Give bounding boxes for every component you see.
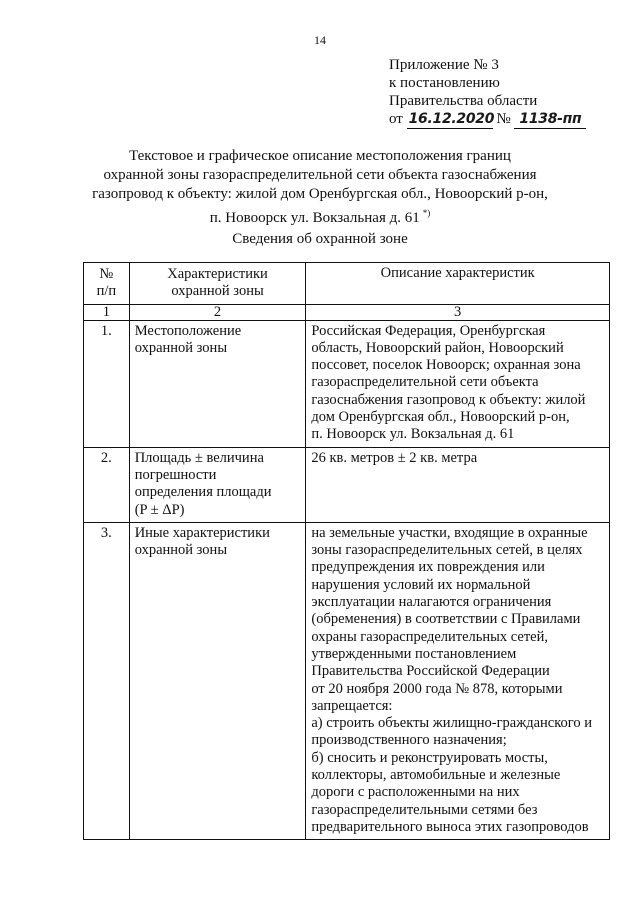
title-line-3: газопровод к объекту: жилой дом Оренбургская обл., Новоорский р-он, <box>92 186 548 202</box>
row-number-cell: 3. <box>84 522 130 839</box>
annex-number-label: № <box>496 111 511 127</box>
title-line-4: п. Новоорск ул. Вокзальная д. 61 *) <box>209 208 431 226</box>
cell-text-line: дороги с расположенными на них <box>311 784 520 801</box>
characteristic-name-cell <box>129 447 306 522</box>
cell-text-line: Описание характеристик <box>380 265 535 281</box>
annex-title: Приложение № 3 <box>389 57 499 73</box>
cell-text-line: область, Новоорский район, Новоорский <box>311 339 564 356</box>
cell-text-line: газораспределительной сети объекта <box>311 374 539 391</box>
cell-text-line: (P ± ΔP) <box>134 501 185 518</box>
cell-text-line: утвержденными постановлением <box>311 645 517 662</box>
title-line-2: охранной зоны газораспределительной сети объекта газоснабжения <box>103 167 537 183</box>
cell-text-line: от 20 ноября 2000 года № 878, которыми <box>311 680 563 697</box>
cell-text-line: охраны газораспределительных сетей, <box>311 628 548 645</box>
cell-text-line: нарушения условий их нормальной <box>311 576 531 593</box>
section-subtitle: Сведения об охранной зоне <box>232 231 408 247</box>
table-header-cell <box>129 263 306 305</box>
cell-text-line: предварительного выноса этих газопроводов <box>311 818 589 835</box>
cell-text-line: а) строить объекты жилищно-гражданского и <box>311 715 593 732</box>
cell-text-line: охранной зоны <box>171 283 264 300</box>
cell-text-line: (обременения) в соответствии с Правилами <box>311 611 581 628</box>
handwritten-number: 1138-пп <box>514 110 586 129</box>
protection-zone-table <box>83 262 610 840</box>
table-row <box>84 522 610 839</box>
characteristic-description-cell <box>306 447 610 522</box>
cell-text-line: № <box>99 266 114 282</box>
cell-text-line: дом Оренбургская обл., Новоорский р-он, <box>311 409 570 426</box>
column-number-cell: 1 <box>84 304 130 320</box>
cell-text-line: зоны газораспределительных сетей, в целях <box>311 542 583 559</box>
cell-text-line: газоснабжения газопровод к объекту: жилой <box>311 391 586 408</box>
cell-text-line: коллекторы, автомобильные и железные <box>311 767 561 784</box>
table-header-cell <box>84 263 130 305</box>
table-row <box>84 320 610 447</box>
cell-text-line: б) сносить и реконструировать мосты, <box>311 749 548 766</box>
footnote-mark: *) <box>422 208 431 218</box>
cell-text-line: Иные характеристики <box>134 524 270 541</box>
column-number-cell: 3 <box>306 304 610 320</box>
column-number-row <box>84 304 610 320</box>
characteristic-description-cell <box>306 320 610 447</box>
characteristic-name-cell <box>129 522 306 839</box>
cell-text-line: п/п <box>96 283 117 300</box>
table-header-row <box>84 263 610 305</box>
cell-text-line: 26 кв. метров ± 2 кв. метра <box>311 449 478 466</box>
document-title <box>0 147 640 228</box>
annex-block <box>389 56 586 129</box>
cell-text-line: на земельные участки, входящие в охранные <box>311 524 588 541</box>
cell-text-line: определения площади <box>134 484 272 501</box>
annex-from-label: от <box>389 111 403 127</box>
characteristic-description-cell <box>306 522 610 839</box>
cell-text-line: Площадь ± величина <box>134 449 264 466</box>
annex-date-number-row <box>389 110 586 129</box>
cell-text-line: запрещается: <box>311 697 393 714</box>
cell-text-line: поссовет, поселок Новоорск; охранная зона <box>311 357 581 374</box>
title-line-1: Текстовое и графическое описание местоположения границ <box>129 148 511 164</box>
annex-line-government: Правительства области <box>389 93 538 109</box>
table-row <box>84 447 610 522</box>
cell-text-line: газораспределительными сетями без <box>311 801 538 818</box>
characteristic-name-cell <box>129 320 306 447</box>
row-number-cell: 1. <box>84 320 130 447</box>
column-number-cell: 2 <box>129 304 306 320</box>
annex-line-decree: к постановлению <box>389 75 500 91</box>
cell-text-line: Правительства Российской Федерации <box>311 663 550 680</box>
cell-text-line: погрешности <box>134 466 217 483</box>
handwritten-date: 16.12.2020 <box>408 111 495 127</box>
cell-text-line: предупреждения их повреждения или <box>311 559 545 576</box>
table-header-cell <box>306 263 610 305</box>
cell-text-line: Характеристики <box>167 266 268 282</box>
cell-text-line: Российская Федерация, Оренбургская <box>311 322 546 339</box>
cell-text-line: эксплуатации налагаются ограничения <box>311 594 552 611</box>
row-number-cell: 2. <box>84 447 130 522</box>
cell-text-line: производственного назначения; <box>311 732 507 749</box>
cell-text-line: п. Новоорск ул. Вокзальная д. 61 <box>311 426 515 443</box>
cell-text-line: Местоположение <box>134 322 242 339</box>
cell-text-line: охранной зоны <box>134 542 228 559</box>
page-number: 14 <box>314 33 326 47</box>
cell-text-line: охранной зоны <box>134 339 228 356</box>
